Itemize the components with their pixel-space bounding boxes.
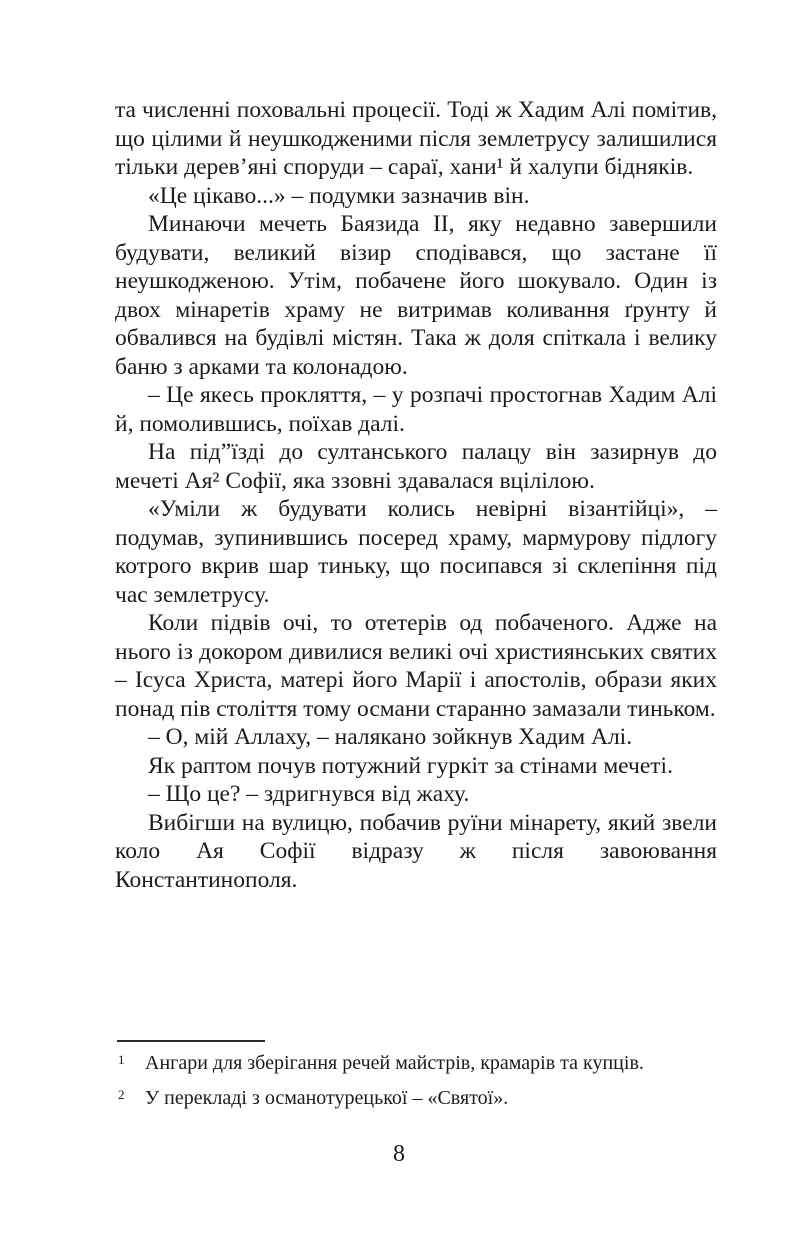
paragraph: Минаючи мечеть Баязида II, яку недавно завершили будувати, великий візир сподівався, що застане її неушкодженою. Утім, побачене його шокувало. Один із двох мінаретів храму не витримав коливання ґрунту й обвалився на будівлі містян. Така ж доля спіткала і велику баню з арками та колонадою. bbox=[115, 211, 717, 380]
paragraph: «Це цікаво...» – подумки зазначив він. bbox=[148, 182, 530, 209]
paragraph: Коли підвів очі, то отетерів од побаченого. Адже на нього із докором дивилися великі очі християнських святих – Ісуса Христа, матері його Марії і апостолів, образи яких понад пів століття тому османи старанно замазали тиньком. bbox=[115, 610, 717, 722]
paragraph: На під”їзді до султанського палацу він зазирнув до мечеті Ая² Софії, яка ззовні здавалася вцілілою. bbox=[115, 439, 717, 494]
footnote-marker: 2 bbox=[118, 1087, 125, 1102]
paragraph: та численні поховальні процесії. Тоді ж Хадим Алі помітив, що цілими й неушкодженими після землетрусу залишилися тільки дерев’яні споруди – сараї, хани¹ й халупи бідняків. bbox=[115, 97, 717, 180]
footnote-text: Ангари для зберігання речей майстрів, крамарів та купців. bbox=[145, 1052, 644, 1074]
paragraph: Вибігши на вулицю, побачив руїни мінарету, який звели коло Ая Софії відразу ж після завоювання Константинополя. bbox=[115, 809, 717, 893]
footnote-marker: 1 bbox=[118, 1052, 125, 1067]
paragraph: «Уміли ж будувати колись невірні візантійці», – подумав, зупинившись посеред храму, мармурову підлогу котрого вкрив шар тиньку, що посипався зі склепіння під час землетрусу. bbox=[115, 496, 717, 608]
footnote-text: У перекладі з османотурецької – «Святої». bbox=[145, 1087, 509, 1109]
footnote bbox=[116, 1086, 718, 1111]
footnote-divider bbox=[117, 1040, 265, 1042]
footnotes-section bbox=[116, 1051, 718, 1121]
paragraph: – Що це? – здригнувся від жаху. bbox=[148, 781, 470, 807]
page-number: 8 bbox=[393, 1141, 405, 1167]
paragraph: – Це якесь прокляття, – у розпачі простогнав Хадим Алі й, помолившись, поїхав далі. bbox=[115, 382, 717, 437]
page-body bbox=[115, 96, 717, 894]
paragraph: Як раптом почув потужний гуркіт за стінами мечеті. bbox=[148, 752, 673, 779]
paragraph: – О, мій Аллаху, – налякано зойкнув Хадим Алі. bbox=[148, 724, 633, 750]
footnote bbox=[116, 1051, 718, 1076]
